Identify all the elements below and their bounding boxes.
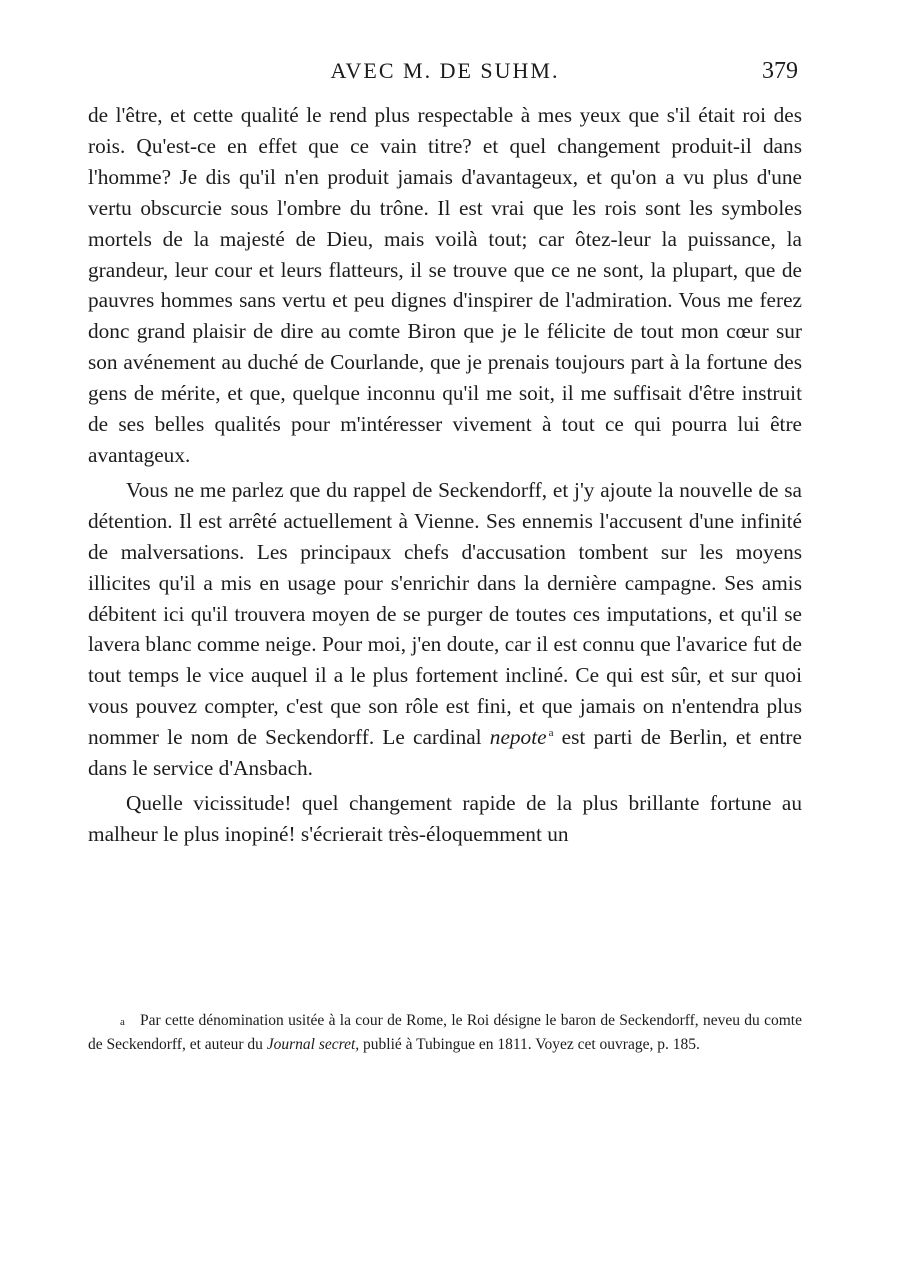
paragraph-1: de l'être, et cette qualité le rend plus respectable à mes yeux que s'il était roi des rois. Qu'est-ce en effet que ce vain titre? et quel changement produit-il dans l'homme? Je dis qu'il n'en produit jamais d'avantageux, et qu'on a vu plus d'une vertu obscurcie sous l'ombre du trône. Il est vrai que les rois sont les symboles mortels de la majesté de Dieu, mais voilà tout; car ôtez-leur la puissance, la grandeur, leur cour et leurs flatteurs, il se trouve que ce ne sont, la plupart, que de pauvres hommes sans vertu et peu dignes d'inspirer de l'admiration. Vous me ferez donc grand plaisir de dire au comte Biron que je le félicite de tout mon cœur sur son avénement au duché de Courlande, que je prenais toujours part à la fortune des gens de mérite, et que, quelque inconnu qu'il me soit, il me suffisait d'être instruit de ses belles qualités pour m'intéresser vivement à tout ce qui pourra lui être avantageux.: [88, 103, 802, 467]
footnote-label: a: [120, 1016, 125, 1028]
nepote-italic: nepote: [489, 725, 547, 750]
footnote-text-before: Par cette dénomination usitée à la cour de Rome, le Roi désigne le baron de Seckendorff, neveu du comte de Seckendorff, et auteur du: [88, 1012, 802, 1053]
footnote-italic-title: Journal secret,: [266, 1035, 360, 1053]
paragraph-2-text-before: Vous ne me parlez que du rappel de Seckendorff, et j'y ajoute la nouvelle de sa détention. Il est arrêté actuellement à Vienne. Ses ennemis l'accusent d'une infinité de malversations. Les principaux chefs d'accusation tombent sur les moyens illicites qu'il a mis en usage pour s'enrichir dans la dernière campagne. Ses amis débitent ici qu'il trouvera moyen de se purger de toutes ces imputations, et qu'il se lavera blanc comme neige. Pour moi, j'en doute, car il est connu que l'avarice fut de tout temps le vice auquel il a le plus fortement incliné. Ce qui est sûr, et sur quoi vous pouvez compter, c'est que son rôle est fini, et que jamais on n'entendra plus nommer le nom de Seckendorff. Le cardinal: [88, 477, 802, 750]
running-head: [88, 58, 802, 88]
page-number: 379: [762, 58, 798, 84]
body-text: [88, 100, 802, 850]
footnote: [88, 1010, 802, 1056]
footnote-text-after: publié à Tubingue en 1811. Voyez cet ouvrage, p. 185.: [359, 1035, 700, 1053]
paragraph-3: Quelle vicissitude! quel changement rapide de la plus brillante fortune au malheur le plus inopiné! s'écrierait très-éloquemment un: [88, 790, 802, 846]
paragraph-2-text-after: est parti de Berlin, et entre dans le service d'Ansbach.: [88, 725, 802, 781]
footnote-marker: a: [548, 727, 554, 740]
paragraph-2: [88, 475, 802, 784]
running-title: AVEC M. DE SUHM.: [330, 58, 560, 83]
